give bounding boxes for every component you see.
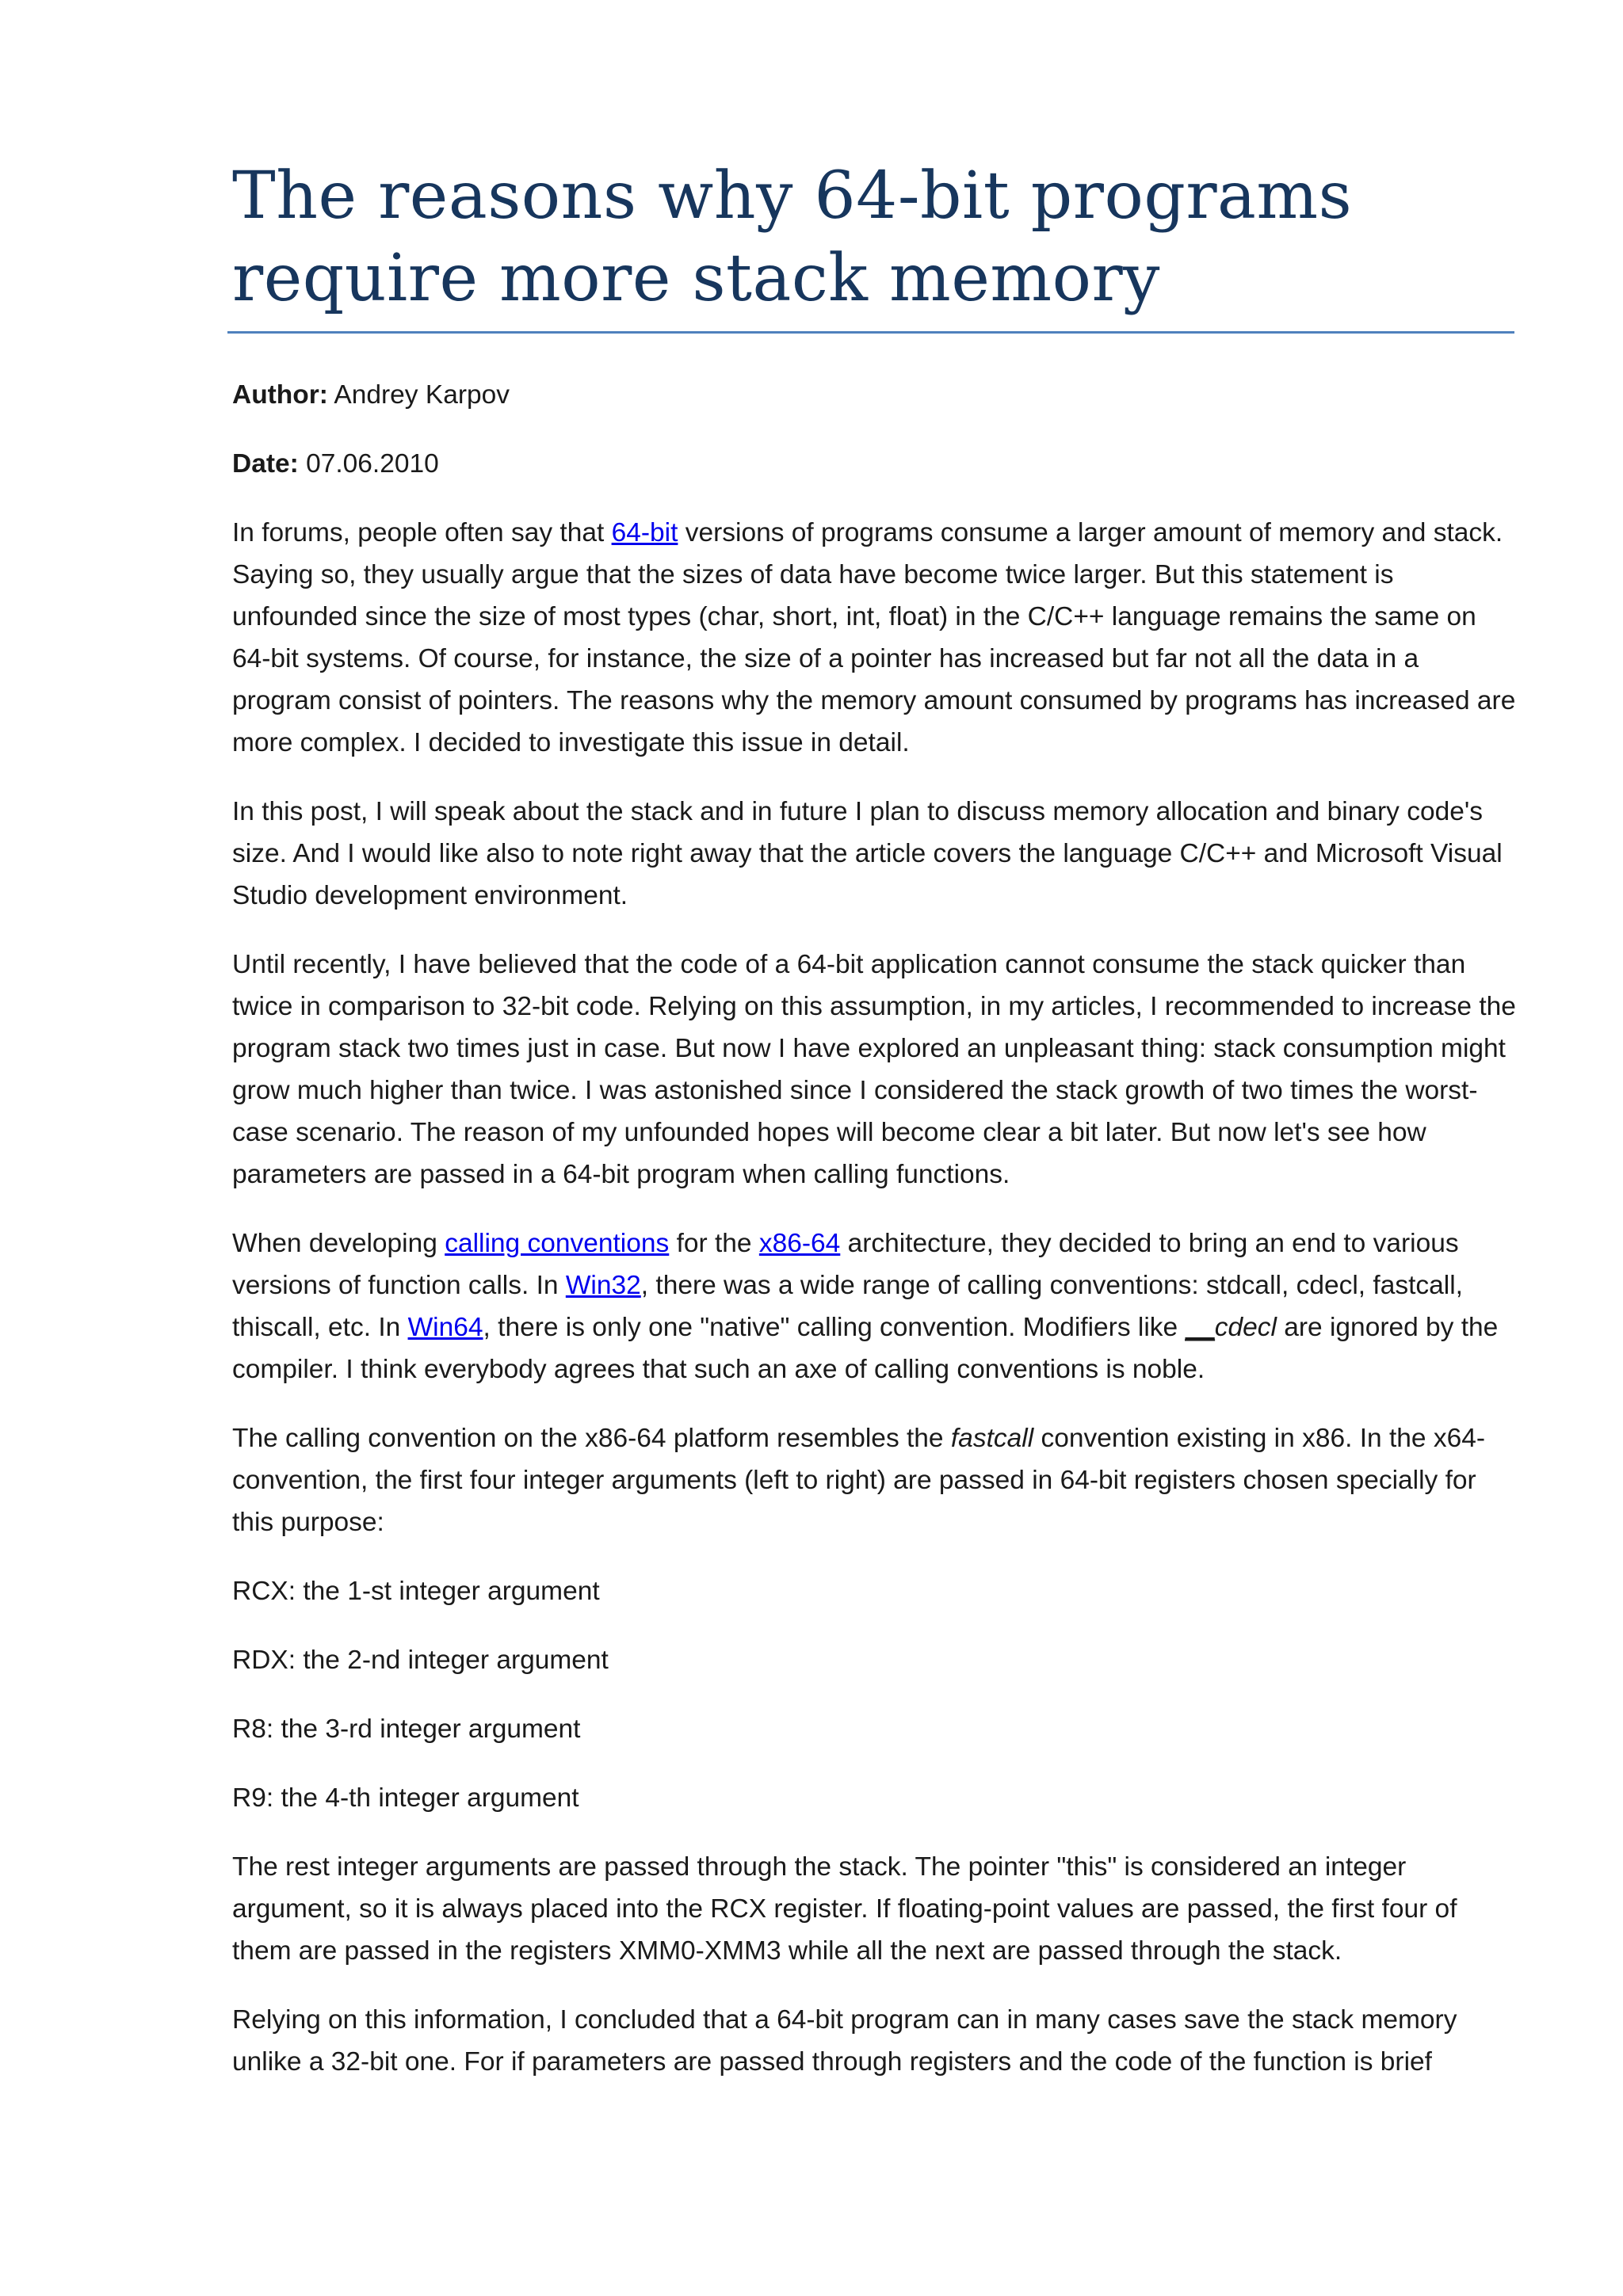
link-calling-conventions[interactable]: calling conventions — [445, 1229, 670, 1258]
author-line — [232, 374, 1516, 416]
register-item-rcx: RCX: the 1-st integer argument — [232, 1577, 600, 1606]
paragraph-text: convention existing in x86. In the x64-convention, the first four integer arguments (left to right) are passed in 64-bit registers chosen specially for this purpose: — [232, 1424, 1485, 1537]
paragraph-text: In forums, people often say that — [232, 518, 612, 547]
register-item-r9: R9: the 4-th integer argument — [232, 1783, 579, 1813]
paragraph-text: , there is only one "native" calling convention. Modifiers like — [483, 1313, 1186, 1342]
title-line-2: require more stack memory — [232, 241, 1160, 316]
paragraph-text: for the — [669, 1229, 759, 1258]
title-line-1: The reasons why 64-bit programs — [232, 158, 1353, 234]
document-title — [232, 155, 1516, 328]
paragraph-scope: In this post, I will speak about the stack and in future I plan to discuss memory allocation and binary code's size. And I would like also to note right away that the article covers the language C/C++ and Microsoft Visual Studio development environment. — [232, 797, 1503, 910]
date-label: Date: — [232, 449, 299, 479]
paragraph-calling-conventions — [232, 1222, 1516, 1390]
paragraph-text: , there was a wide range of calling conventions: stdcall, cdecl, fastcall, thiscall, etc. In — [232, 1271, 1463, 1342]
author-value: Andrey Karpov — [334, 380, 510, 410]
paragraph-text: versions of programs consume a larger amount of memory and stack. Saying so, they usually argue that the sizes of data have become twice larger. But this statement is unfounded since the size of most types (char, short, int, float) in the C/C++ language remains the same on 64-bit systems. Of course, for instance, the size of a pointer has increased but far not all the data in a program consist of pointers. The reasons why the memory amount consumed by programs has increased are more complex. I decided to investigate this issue in detail. — [232, 518, 1516, 757]
register-item-r8: R8: the 3-rd integer argument — [232, 1714, 581, 1744]
date-value: 07.06.2010 — [306, 449, 439, 479]
link-win32[interactable]: Win32 — [565, 1271, 641, 1300]
paragraph-rest-arguments: The rest integer arguments are passed through the stack. The pointer "this" is considered an integer argument, so it is always placed into the RCX register. If floating-point values are passed, the first four of them are passed in the registers XMM0-XMM3 while all the next are passed through the stack. — [232, 1852, 1457, 1966]
paragraph-intro — [232, 512, 1516, 764]
paragraph-x64-convention — [232, 1417, 1516, 1543]
link-win64[interactable]: Win64 — [407, 1313, 483, 1342]
title-underline-rule — [227, 331, 1514, 334]
date-line — [232, 443, 1516, 485]
link-64-bit[interactable]: 64-bit — [611, 518, 678, 547]
document-content — [232, 155, 1516, 2077]
italic-cdecl: cdecl — [1214, 1313, 1277, 1342]
italic-fastcall: fastcall — [950, 1424, 1034, 1453]
paragraph-text: The calling convention on the x86-64 platform resembles the — [232, 1424, 951, 1453]
paragraph-text: are ignored by the compiler. I think everybody agrees that such an axe of calling conventions is noble. — [232, 1313, 1499, 1384]
paragraph-assumption: Until recently, I have believed that the code of a 64-bit application cannot consume the stack quicker than twice in comparison to 32-bit code. Relying on this assumption, in my articles, I recommended to increase the program stack two times just in case. But now I have explored an unpleasant thing: stack consumption might grow much higher than twice. I was astonished since I considered the stack growth of two times the worst-case scenario. The reason of my unfounded hopes will become clear a bit later. But now let's see how parameters are passed in a 64-bit program when calling functions. — [232, 950, 1516, 1189]
underscore-prefix: __ — [1185, 1313, 1215, 1342]
paragraph-conclusion: Relying on this information, I concluded that a 64-bit program can in many cases save the stack memory unlike a 32-bit one. For if parameters are passed through registers and the code of the function is brief — [232, 2005, 1457, 2077]
register-item-rdx: RDX: the 2-nd integer argument — [232, 1646, 609, 1675]
author-label: Author: — [232, 380, 328, 410]
paragraph-text: architecture, they decided to bring an end to various versions of function calls. In — [232, 1229, 1459, 1300]
article-body — [232, 374, 1516, 2110]
paragraph-text: When developing — [232, 1229, 445, 1258]
link-x86-64[interactable]: x86-64 — [758, 1229, 841, 1258]
